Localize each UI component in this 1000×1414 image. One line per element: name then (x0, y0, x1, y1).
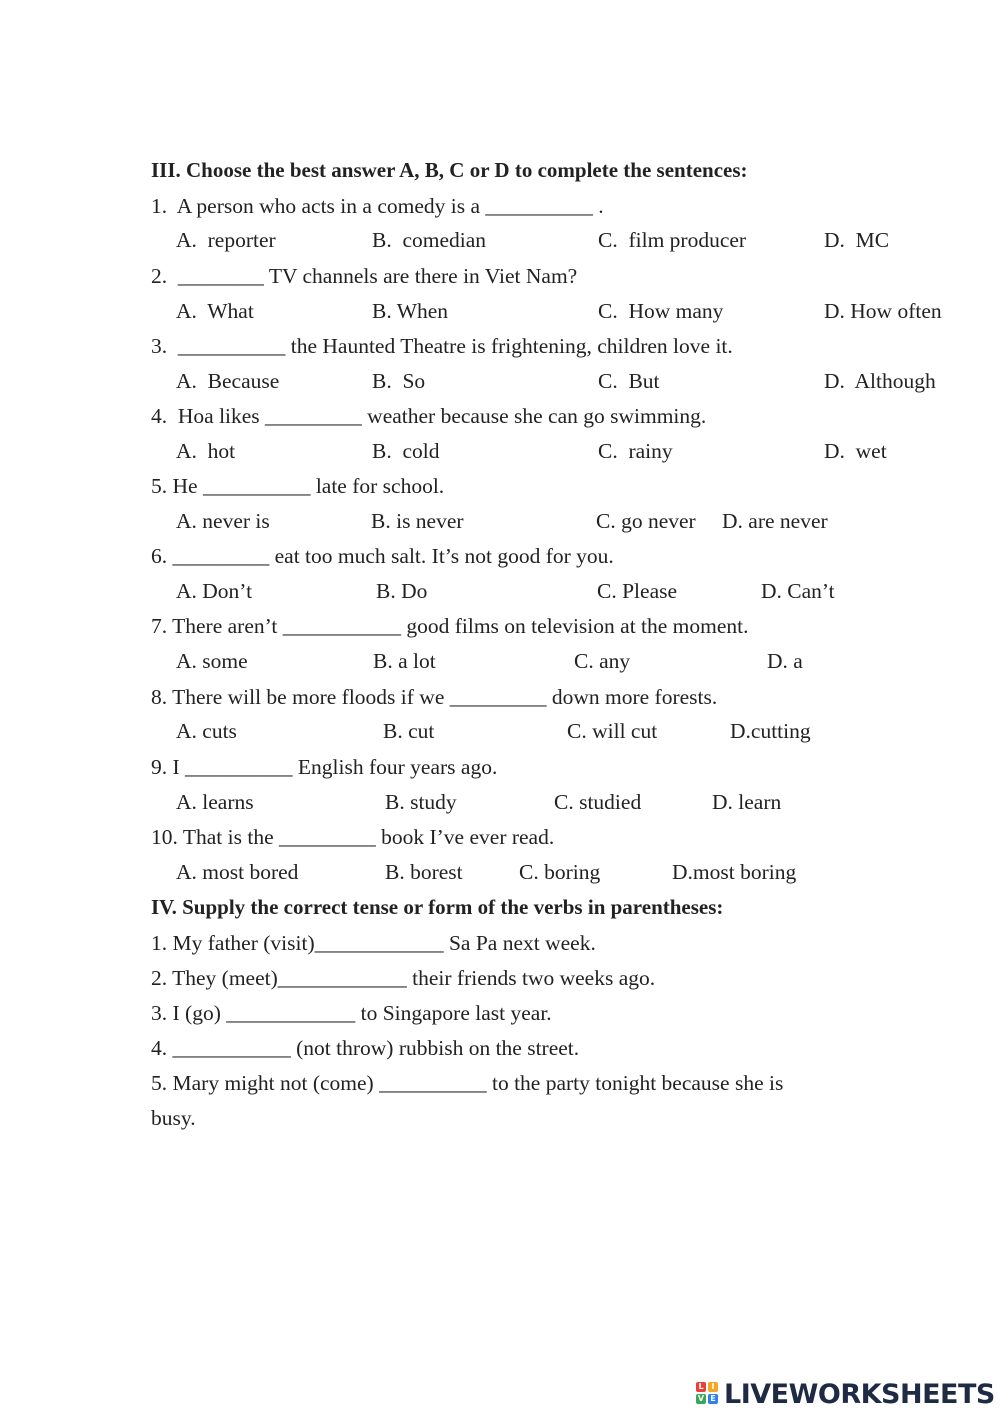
verb-item-5: 5. Mary might not (come) __________ to the party tonight because she is (151, 1071, 784, 1095)
option-c: C. But (598, 369, 660, 393)
logo-tile-e: E (708, 1394, 718, 1404)
option-d: D.most boring (672, 860, 797, 884)
verb-item-1: 1. My father (visit)____________ Sa Pa next week. (151, 931, 596, 955)
option-d: D. Although (824, 369, 936, 393)
option-b: B. is never (371, 509, 464, 533)
question-text: 7. There aren’t ___________ good films on television at the moment. (151, 614, 749, 638)
option-a: A. Because (176, 369, 280, 393)
option-a: A. learns (176, 790, 254, 814)
question-text: 2. ________ TV channels are there in Viet Nam? (151, 264, 578, 288)
option-b: B. comedian (372, 228, 487, 252)
logo-tile-v: V (697, 1394, 705, 1403)
option-c: C. will cut (567, 719, 658, 743)
option-a: A. hot (176, 439, 236, 463)
option-b: B. a lot (373, 649, 436, 673)
option-b: B. borest (385, 860, 463, 884)
question-text: 4. Hoa likes _________ weather because she can go swimming. (151, 404, 707, 428)
option-d: D. Can’t (761, 579, 835, 603)
option-d: D. MC (824, 228, 890, 252)
option-d: D.cutting (730, 719, 811, 743)
question-text: 5. He __________ late for school. (151, 474, 445, 498)
option-a: A. cuts (176, 719, 237, 743)
option-d: D. are never (722, 509, 828, 533)
option-c: C. Please (597, 579, 678, 603)
option-b: B. When (372, 299, 449, 323)
option-b: B. cut (383, 719, 435, 743)
logo-tile-i: I (708, 1382, 718, 1392)
option-a: A. most bored (176, 860, 299, 884)
question-text: 1. A person who acts in a comedy is a __________ . (151, 194, 604, 218)
option-d: D. How often (824, 299, 942, 323)
option-c: C. film producer (598, 228, 747, 252)
option-b: B. Do (376, 579, 428, 603)
option-a: A. reporter (176, 228, 276, 252)
option-b: B. So (372, 369, 426, 393)
option-b: B. cold (372, 439, 440, 463)
option-d: D. learn (712, 790, 782, 814)
question-text: 6. _________ eat too much salt. It’s not good for you. (151, 544, 614, 568)
verb-item-4: 4. ___________ (not throw) rubbish on the street. (151, 1036, 580, 1060)
liveworksheets-logo-icon (696, 1382, 720, 1406)
verb-item-3: 3. I (go) ____________ to Singapore last year. (151, 1001, 552, 1025)
option-d: D. wet (824, 439, 887, 463)
option-c: C. any (574, 649, 631, 673)
question-text: 8. There will be more floods if we _________ down more forests. (151, 685, 718, 709)
option-d: D. a (767, 649, 803, 673)
option-c: C. rainy (598, 439, 673, 463)
option-a: A. Don’t (176, 579, 253, 603)
liveworksheets-logo (696, 1374, 995, 1414)
logo-tile-l: L (696, 1382, 706, 1392)
option-a: A. never is (176, 509, 270, 533)
option-c: C. studied (554, 790, 642, 814)
question-text: 3. __________ the Haunted Theatre is frightening, children love it. (151, 334, 733, 358)
option-c: C. How many (598, 299, 724, 323)
verb-item-2: 2. They (meet)____________ their friends two weeks ago. (151, 966, 656, 990)
option-a: A. What (176, 299, 254, 323)
question-text: 9. I __________ English four years ago. (151, 755, 498, 779)
option-c: C. go never (596, 509, 696, 533)
liveworksheets-logo-text: LIVEWORKSHEETS (724, 1378, 995, 1410)
verb-item-5-continued: busy. (151, 1106, 196, 1130)
option-a: A. some (176, 649, 248, 673)
option-b: B. study (385, 790, 457, 814)
option-c: C. boring (519, 860, 601, 884)
section-3-heading: III. Choose the best answer A, B, C or D to complete the sentences: (151, 158, 748, 182)
section-4-heading: IV. Supply the correct tense or form of the verbs in parentheses: (151, 895, 724, 919)
question-text: 10. That is the _________ book I’ve ever read. (151, 825, 555, 849)
